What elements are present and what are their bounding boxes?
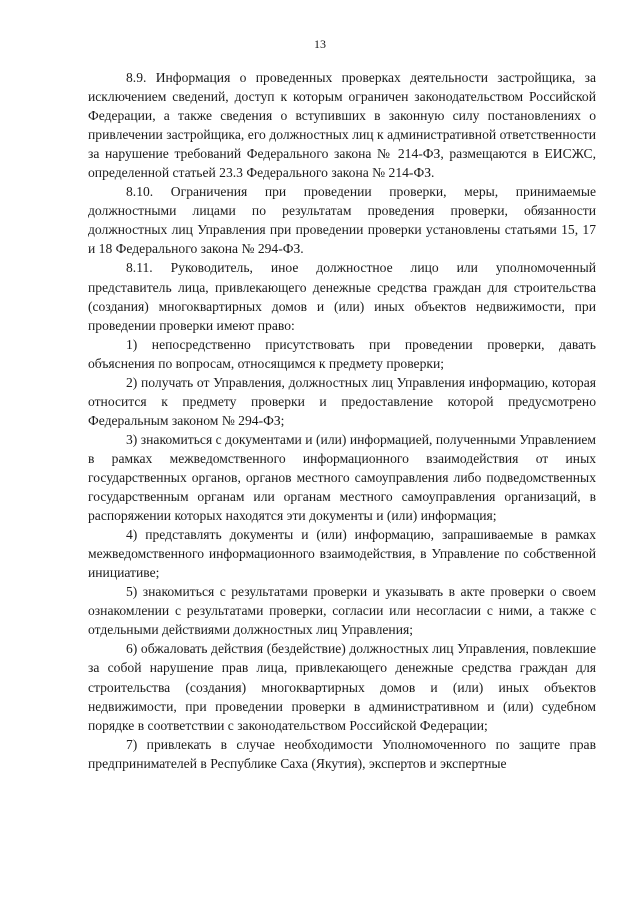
list-item-3: 3) знакомиться с документами и (или) информацией, полученными Управлением в рамках межведомственного информационного взаимодействия от иных государственных органов, органов местного самоуправления либо подведомственных государственным органам или органам местного самоуправления организаций, в распоряжении которых находятся эти документы и (или) информация; bbox=[88, 431, 596, 524]
paragraph-8-10: 8.10. Ограничения при проведении проверки, меры, принимаемые должностными лицами по результатам проведения проверки, обязанности должностных лиц Управления при проведении проверки установлены статьями 15, 17 и 18 Федерального закона № 294-ФЗ. bbox=[88, 184, 596, 257]
list-item-5: 5) знакомиться с результатами проверки и указывать в акте проверки о своем ознакомлении с результатами проверки, согласии или несогласии с ними, а также с отдельными действиями должностных лиц Управления; bbox=[88, 584, 596, 638]
list-item-1: 1) непосредственно присутствовать при проведении проверки, давать объяснения по вопросам, относящимся к предмету проверки; bbox=[88, 336, 596, 371]
list-item-6: 6) обжаловать действия (бездействие) должностных лиц Управления, повлекшие за собой нарушение прав лица, привлекающего денежные средства граждан для строительства (создания) многоквартирных домов и (или) иных объектов недвижимости, при проведении проверки в административном и (или) судебном порядке в соответствии с законодательством Российской Федерации; bbox=[88, 641, 596, 733]
page-number: 13 bbox=[314, 37, 326, 51]
paragraph-8-9: 8.9. Информация о проведенных проверках деятельности застройщика, за исключением сведений, доступ к которым ограничен законодательством Российской Федерации, а также сведения о вступивших в законную силу постановлениях о привлечении застройщика, его должностных лиц к административной ответственности за нарушение требований Федерального закона № 214-ФЗ, размещаются в ЕИСЖС, определенной статьей 23.3 Федерального закона № 214-ФЗ. bbox=[88, 70, 596, 181]
document-body bbox=[88, 68, 596, 773]
paragraph-8-11: 8.11. Руководитель, иное должностное лицо или уполномоченный представитель лица, привлекающего денежные средства граждан для строительства (создания) многоквартирных домов и (или) иных объектов недвижимости, при проведении проверки имеют право: bbox=[88, 260, 596, 333]
list-item-4: 4) представлять документы и (или) информацию, запрашиваемые в рамках межведомственного информационного взаимодействия, в Управление по собственной инициативе; bbox=[88, 527, 596, 581]
list-item-7: 7) привлекать в случае необходимости Уполномоченного по защите прав предпринимателей в Республике Саха (Якутия), экспертов и экспертные bbox=[88, 736, 596, 771]
list-item-2: 2) получать от Управления, должностных лиц Управления информацию, которая относится к предмету проверки и предоставление которой предусмотрено Федеральным законом № 294-ФЗ; bbox=[88, 374, 596, 428]
